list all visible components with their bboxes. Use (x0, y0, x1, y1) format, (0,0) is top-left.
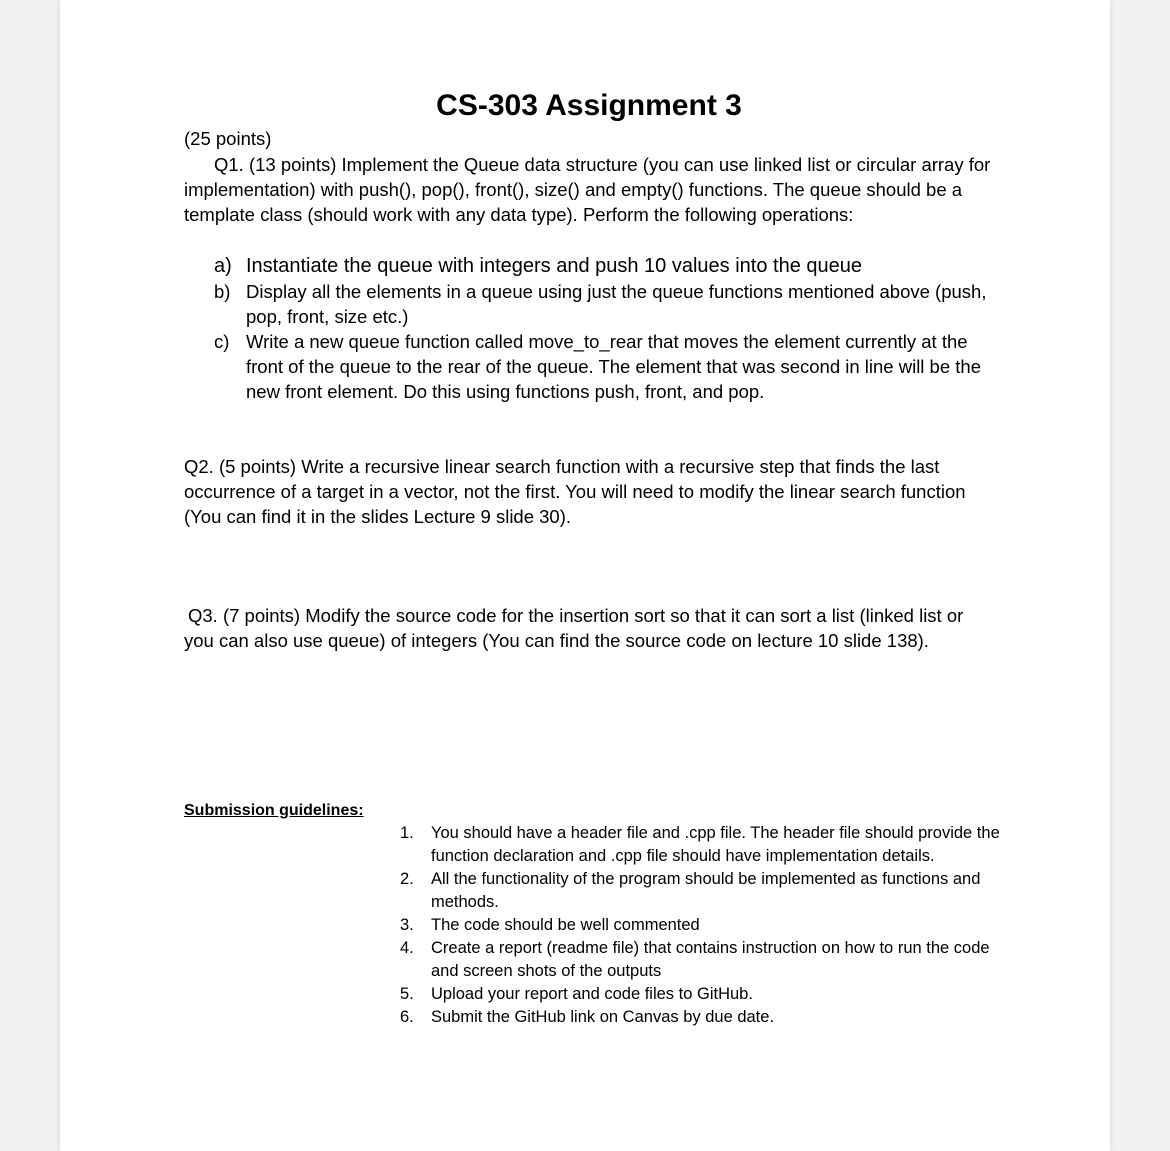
submission-guidelines-heading: Submission guidelines: (184, 802, 364, 819)
guideline-item (400, 868, 1000, 914)
guideline-number: 2. (400, 870, 414, 888)
guideline-item (400, 937, 1000, 983)
operation-item-b (214, 279, 994, 329)
guideline-number: 5. (400, 985, 414, 1003)
operation-marker: a) (214, 255, 232, 277)
operation-marker: b) (214, 281, 231, 302)
guideline-text: The code should be well commented (431, 916, 700, 934)
operation-item-a (214, 254, 994, 279)
operation-text: Display all the elements in a queue using just the queue functions mentioned above (push, pop, front, size etc.) (246, 281, 987, 327)
question-3-text (184, 603, 994, 653)
guideline-number: 3. (400, 916, 414, 934)
guideline-number: 6. (400, 1008, 414, 1026)
guideline-item (400, 914, 1000, 937)
guideline-text: You should have a header file and .cpp file. The header file should provide the function declaration and .cpp file should have implementation details. (431, 824, 1000, 865)
guideline-number: 4. (400, 939, 414, 957)
document-page (60, 0, 1110, 1151)
operation-item-c (214, 329, 994, 404)
operation-text: Instantiate the queue with integers and push 10 values into the queue (246, 255, 863, 277)
guideline-item (400, 983, 1000, 1006)
document-title: CS-303 Assignment 3 (436, 89, 742, 122)
total-points: (25 points) (184, 128, 272, 149)
guideline-text: Create a report (readme file) that contains instruction on how to run the code and screen shots of the outputs (431, 939, 990, 980)
question-2-text: Q2. (5 points) Write a recursive linear search function with a recursive step that finds the last occurrence of a target in a vector, not the first. You will need to modify the linear search function (You can find it in the slides Lecture 9 slide 30). (184, 456, 966, 527)
guideline-item (400, 1006, 1000, 1029)
question-3-body: Q3. (7 points) Modify the source code for the insertion sort so that it can sort a list (linked list or you can also use queue) of integers (You can find the source code on lecture 10 slide 138). (184, 605, 964, 651)
operation-marker: c) (214, 331, 230, 352)
question-1-operations-list (214, 254, 994, 404)
guideline-text: Upload your report and code files to GitHub. (431, 985, 753, 1003)
guideline-number: 1. (400, 824, 414, 842)
operation-text: Write a new queue function called move_to_rear that moves the element currently at the front of the queue to the rear of the queue. The element that was second in line will be the new front element. Do this using functions push, front, and pop. (246, 331, 981, 402)
guideline-item (400, 822, 1000, 868)
guideline-text: All the functionality of the program should be implemented as functions and methods. (431, 870, 981, 911)
submission-guidelines-list (400, 822, 1000, 1029)
guideline-text: Submit the GitHub link on Canvas by due date. (431, 1008, 775, 1026)
question-1-text: Q1. (13 points) Implement the Queue data structure (you can use linked list or circular array for implementation) with push(), pop(), front(), size() and empty() functions. The queue should be a template class (should work with any data type). Perform the following operations: (184, 154, 991, 225)
